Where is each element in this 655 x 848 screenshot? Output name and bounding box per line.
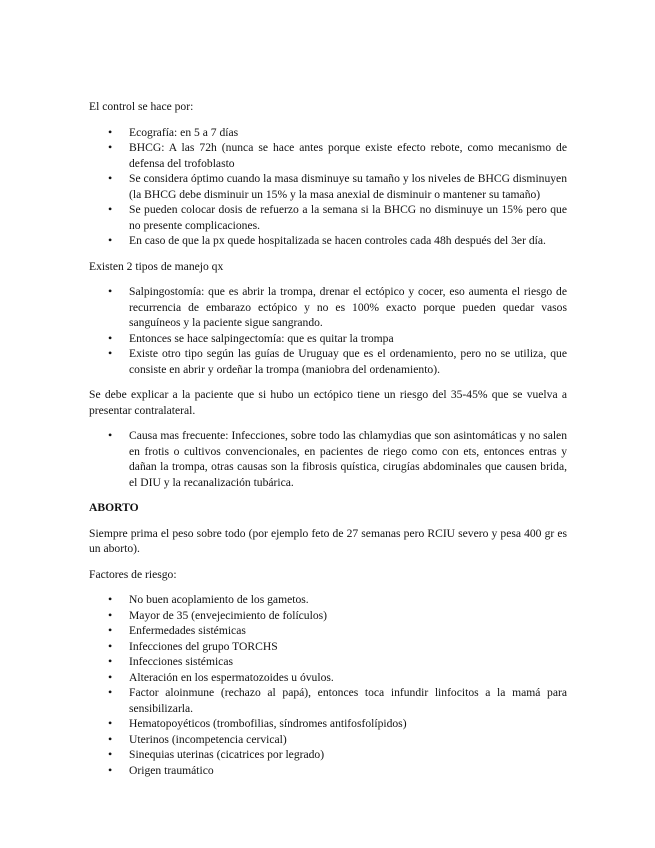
list-item: • Existe otro tipo según las guías de Uruguay que es el ordenamiento, pero no se utiliza, que consiste en abrir y ordeñar la trompa (maniobra del ordenamiento). bbox=[89, 346, 567, 377]
list-item: • Mayor de 35 (envejecimiento de folículos) bbox=[89, 608, 567, 624]
list-item: • Factor aloinmune (rechazo al papá), entonces toca infundir linfocitos a la mamá para sensibilizarla. bbox=[89, 685, 567, 716]
list-item: • Entonces se hace salpingectomía: que es quitar la trompa bbox=[89, 331, 567, 347]
aborto-paragraph: Siempre prima el peso sobre todo (por ejemplo feto de 27 semanas pero RCIU severo y pesa 400 gr es un aborto). bbox=[89, 526, 567, 555]
list-item: • Se considera óptimo cuando la masa disminuye su tamaño y los niveles de BHCG disminuyen (la BHCG debe disminuir un 15% y la masa anexial de disminuir o mantener su tamaño) bbox=[89, 171, 567, 202]
list-item: • Infecciones sistémicas bbox=[89, 654, 567, 670]
riesgo-list bbox=[89, 428, 567, 490]
list-item: • Alteración en los espermatozoides u óvulos. bbox=[89, 670, 567, 686]
list-item: • Infecciones del grupo TORCHS bbox=[89, 639, 567, 655]
list-item: • Sinequias uterinas (cicatrices por legrado) bbox=[89, 747, 567, 763]
list-item: • Origen traumático bbox=[89, 763, 567, 779]
list-item: • BHCG: A las 72h (nunca se hace antes porque existe efecto rebote, como mecanismo de defensa del trofoblasto bbox=[89, 140, 567, 171]
list-item: • Uterinos (incompetencia cervical) bbox=[89, 732, 567, 748]
list-item: • En caso de que la px quede hospitalizada se hacen controles cada 48h después del 3er día. bbox=[89, 233, 567, 249]
list-item: • Se pueden colocar dosis de refuerzo a la semana si la BHCG no disminuye un 15% pero que no presente complicaciones. bbox=[89, 202, 567, 233]
list-item: • Causa mas frecuente: Infecciones, sobre todo las chlamydias que son asintomáticas y no salen en frotis o cultivos convencionales, en pacientes de riego como con ets, entonces entras y dañan la trompa, otras causas son la fibrosis quística, cirugías abdominales que causen brida, el DIU y la recanalización tubárica. bbox=[89, 428, 567, 490]
control-intro: El control se hace por: bbox=[89, 100, 194, 113]
riesgo-paragraph: Se debe explicar a la paciente que si hubo un ectópico tiene un riesgo del 35-45% que se vuelva a presentar contralateral. bbox=[89, 388, 567, 417]
section-heading: ABORTO bbox=[89, 501, 139, 514]
list-item: • No buen acoplamiento de los gametos. bbox=[89, 592, 567, 608]
control-list bbox=[89, 125, 567, 249]
manejo-list bbox=[89, 284, 567, 377]
list-item: • Enfermedades sistémicas bbox=[89, 623, 567, 639]
list-item: • Hematopoyéticos (trombofilias, síndromes antifosfolípidos) bbox=[89, 716, 567, 732]
manejo-intro: Existen 2 tipos de manejo qx bbox=[89, 259, 224, 273]
factores-list bbox=[89, 592, 567, 778]
factores-intro: Factores de riesgo: bbox=[89, 567, 177, 581]
list-item: • Ecografía: en 5 a 7 días bbox=[89, 125, 567, 141]
list-item: • Salpingostomía: que es abrir la trompa, drenar el ectópico y cocer, eso aumenta el riesgo de recurrencia de embarazo ectópico y no es 100% exacto porque pueden quedar vasos sanguíneos y la paciente sigue sangrando. bbox=[89, 284, 567, 331]
document-page bbox=[89, 99, 567, 788]
